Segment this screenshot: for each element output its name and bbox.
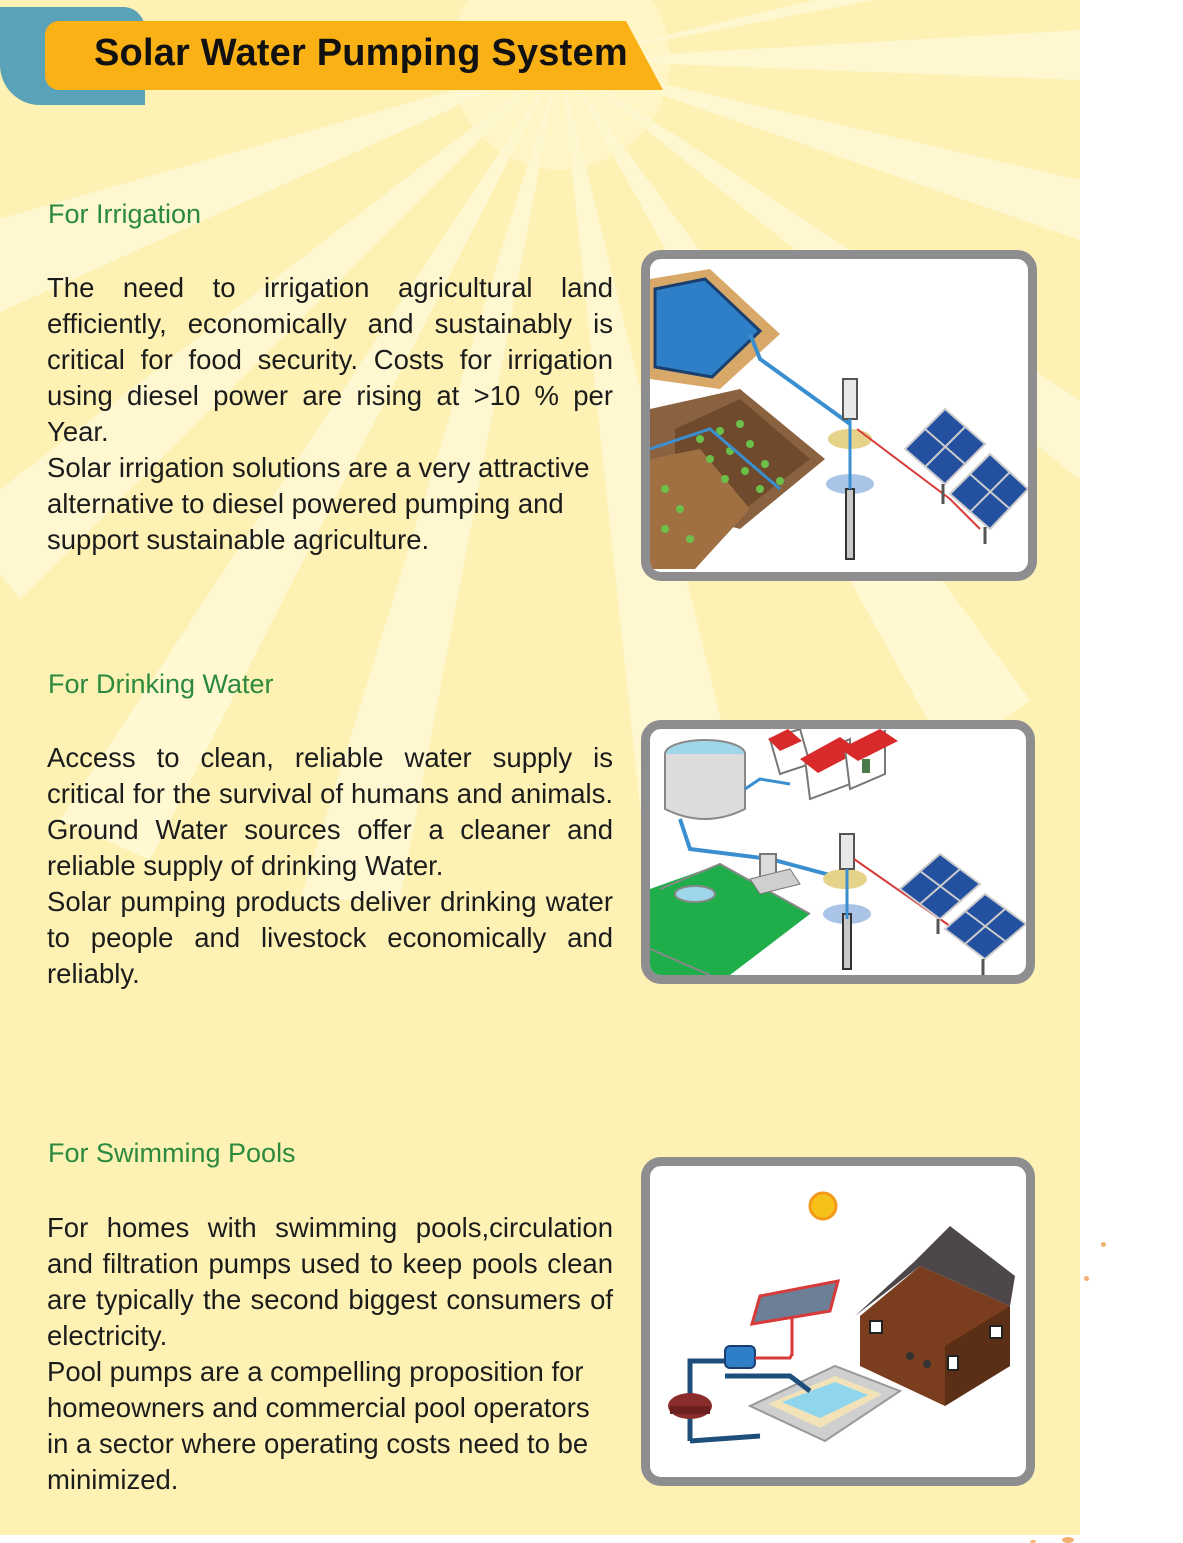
decor-dot — [1084, 1276, 1089, 1281]
sun-icon — [810, 1193, 836, 1219]
section-body-drinking-water — [47, 740, 613, 992]
irrigation-paragraph-2: Solar irrigation solutions are a very attractive alternative to diesel powered pumping and support sustainable agriculture. — [47, 452, 590, 555]
swimming-pools-paragraph-1: For homes with swimming pools,circulation and filtration pumps used to keep pools clean are typically the second biggest consumers of electricity. — [47, 1212, 613, 1351]
section-heading-swimming-pools: For Swimming Pools — [48, 1138, 296, 1168]
pump-icon — [725, 1346, 755, 1368]
drinking-water-paragraph-1: Access to clean, reliable water supply is critical for the survival of humans and animals. Ground Water sources offer a cleaner and reliable supply of drinking Water. — [47, 742, 613, 881]
swimming-pools-paragraph-2: Pool pumps are a compelling proposition for homeowners and commercial pool operators in a sector where operating costs need to be minimized. — [47, 1356, 590, 1495]
section-heading-irrigation: For Irrigation — [48, 199, 202, 229]
swimming-pool-drawing — [650, 1166, 1026, 1477]
swimming-pool-illustration — [641, 1157, 1035, 1486]
section-heading-drinking-water: For Drinking Water — [48, 669, 274, 699]
irrigation-paragraph-1: The need to irrigation agricultural land efficiently, economically and sustainably is critical for food security. Costs for irrigation using diesel power are rising at >10 % per Year. — [47, 272, 613, 447]
irrigation-illustration — [641, 250, 1037, 581]
irrigation-drawing — [650, 259, 1028, 572]
page-title: Solar Water Pumping System — [94, 32, 628, 74]
section-body-irrigation — [47, 270, 613, 558]
decor-dot — [1062, 1537, 1074, 1543]
decor-dot — [1101, 1242, 1106, 1247]
section-body-swimming-pools — [47, 1210, 613, 1498]
drinking-water-illustration — [641, 720, 1035, 984]
drinking-water-paragraph-2: Solar pumping products deliver drinking water to people and livestock economically and reliably. — [47, 886, 613, 989]
drinking-water-drawing — [650, 729, 1026, 975]
